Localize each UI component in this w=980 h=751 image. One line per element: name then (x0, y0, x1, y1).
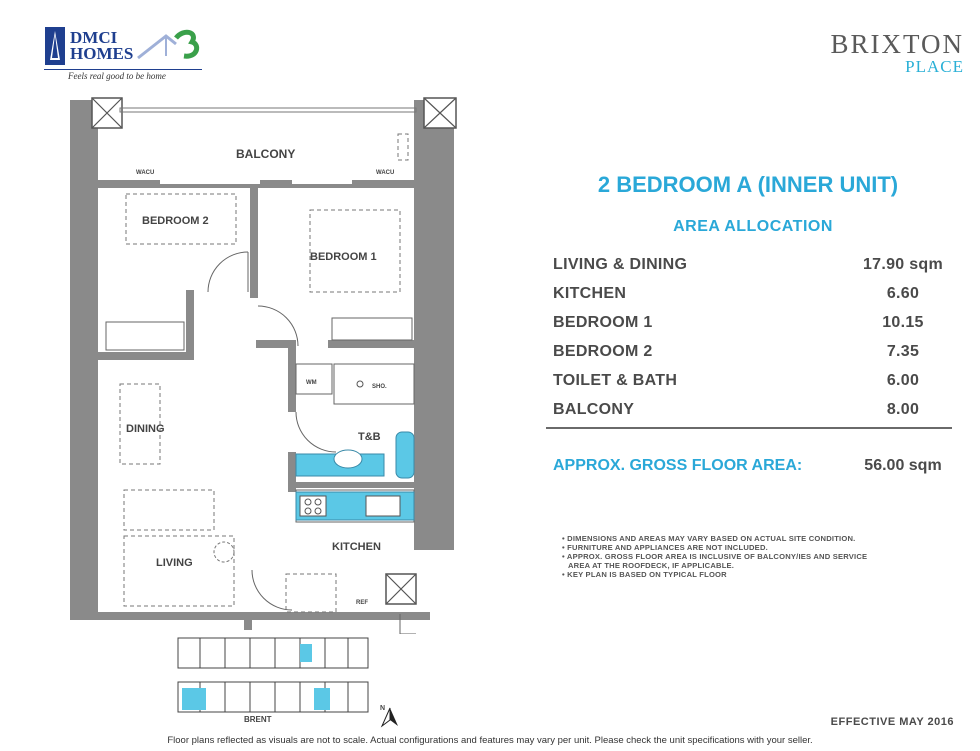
area-value: 6.60 (886, 285, 920, 302)
sink-icon (366, 496, 400, 516)
plan-label-wacu-left: WACU (136, 170, 155, 176)
north-label: N (380, 705, 386, 712)
logo-tagline: Feels real good to be home (68, 71, 166, 81)
plan-label-wacu-right: WACU (376, 170, 395, 176)
key-plan-unit-highlight (182, 688, 206, 710)
area-row (553, 399, 948, 428)
shower-head-icon (357, 381, 363, 387)
note-item: • FURNITURE AND APPLIANCES ARE NOT INCLUDED. (562, 543, 768, 552)
dmci-homes-logo[interactable] (44, 24, 204, 80)
key-plan-street: BRENT (244, 715, 272, 722)
plan-label-bedroom1: BEDROOM 1 (310, 251, 377, 263)
area-table (553, 254, 948, 428)
area-row (553, 370, 948, 399)
toilet-icon (396, 432, 414, 478)
area-row (553, 283, 948, 312)
door-swings (208, 252, 416, 634)
area-value: 10.15 (882, 314, 924, 331)
logo-line-homes: HOMES (70, 44, 134, 63)
key-plan-unit-highlight (314, 688, 330, 710)
gross-floor-area-value: 56.00 sqm (864, 457, 942, 474)
plan-label-living: LIVING (156, 557, 193, 569)
area-label: TOILET & BATH (553, 372, 678, 389)
key-plan (170, 632, 370, 722)
right-column-wall (414, 100, 454, 550)
left-column-wall (70, 100, 98, 620)
dmci-emblem-icon (44, 26, 66, 66)
logo-line-dmci: DMCI (70, 28, 118, 47)
bedroom-partition-wall (250, 186, 258, 298)
note-item: • KEY PLAN IS BASED ON TYPICAL FLOOR (562, 570, 727, 579)
area-label: LIVING & DINING (553, 256, 688, 273)
area-value: 17.90 sqm (862, 256, 944, 273)
area-allocation-heading: AREA ALLOCATION (673, 218, 833, 235)
tb-wall (288, 348, 296, 412)
plan-label-bedroom2: BEDROOM 2 (142, 215, 209, 227)
washing-machine-icon (296, 364, 332, 394)
area-label: BEDROOM 2 (553, 343, 653, 360)
plan-label-tb: T&B (358, 431, 381, 443)
disclaimer-text: Floor plans reflected as visuals are not to scale. Actual configurations and features may vary per unit. Please check the unit specifications with your seller. (167, 735, 813, 746)
plan-label-balcony: BALCONY (236, 147, 296, 161)
key-plan-unit-highlight (300, 644, 312, 662)
table-divider (546, 427, 952, 429)
area-value: 7.35 (886, 343, 920, 360)
logo-divider (44, 69, 202, 70)
plan-label-kitchen: KITCHEN (332, 541, 381, 553)
area-label: BALCONY (553, 401, 635, 418)
project-name-line2: PLACE (905, 57, 964, 76)
area-label: KITCHEN (553, 285, 627, 302)
note-item: • DIMENSIONS AND AREAS MAY VARY BASED ON ACTUAL SITE CONDITION. (562, 534, 856, 543)
plan-label-sho: SHO. (372, 384, 387, 390)
area-label: BEDROOM 1 (553, 314, 653, 331)
unit-title: 2 BEDROOM A (INNER UNIT) (597, 172, 899, 197)
gross-floor-area (553, 457, 948, 475)
gross-floor-area-label: APPROX. GROSS FLOOR AREA: (553, 457, 803, 474)
notes-list (562, 534, 932, 579)
area-row (553, 341, 948, 370)
project-name-line1: BRIXTON (830, 29, 964, 59)
note-item: AREA AT THE ROOFDECK, IF APPLICABLE. (568, 561, 735, 570)
house-swoosh-icon (136, 28, 202, 62)
area-value: 8.00 (886, 401, 920, 418)
stove-icon (300, 496, 326, 516)
balcony-railing (120, 108, 416, 112)
effective-date: EFFECTIVE MAY 2016 (830, 716, 954, 728)
plan-label-wm: WM (306, 380, 317, 386)
plan-label-ref: REF (356, 600, 368, 606)
note-item: • APPROX. GROSS FLOOR AREA IS INCLUSIVE OF BALCONY/IES AND SERVICE (562, 552, 868, 561)
north-arrow-icon (378, 702, 402, 728)
plan-label-dining: DINING (126, 423, 165, 435)
project-logo (830, 30, 964, 76)
area-row (553, 254, 948, 283)
area-row (553, 312, 948, 341)
floor-plan (60, 94, 460, 634)
wardrobe-shelves (106, 318, 414, 522)
area-value: 6.00 (886, 372, 920, 389)
